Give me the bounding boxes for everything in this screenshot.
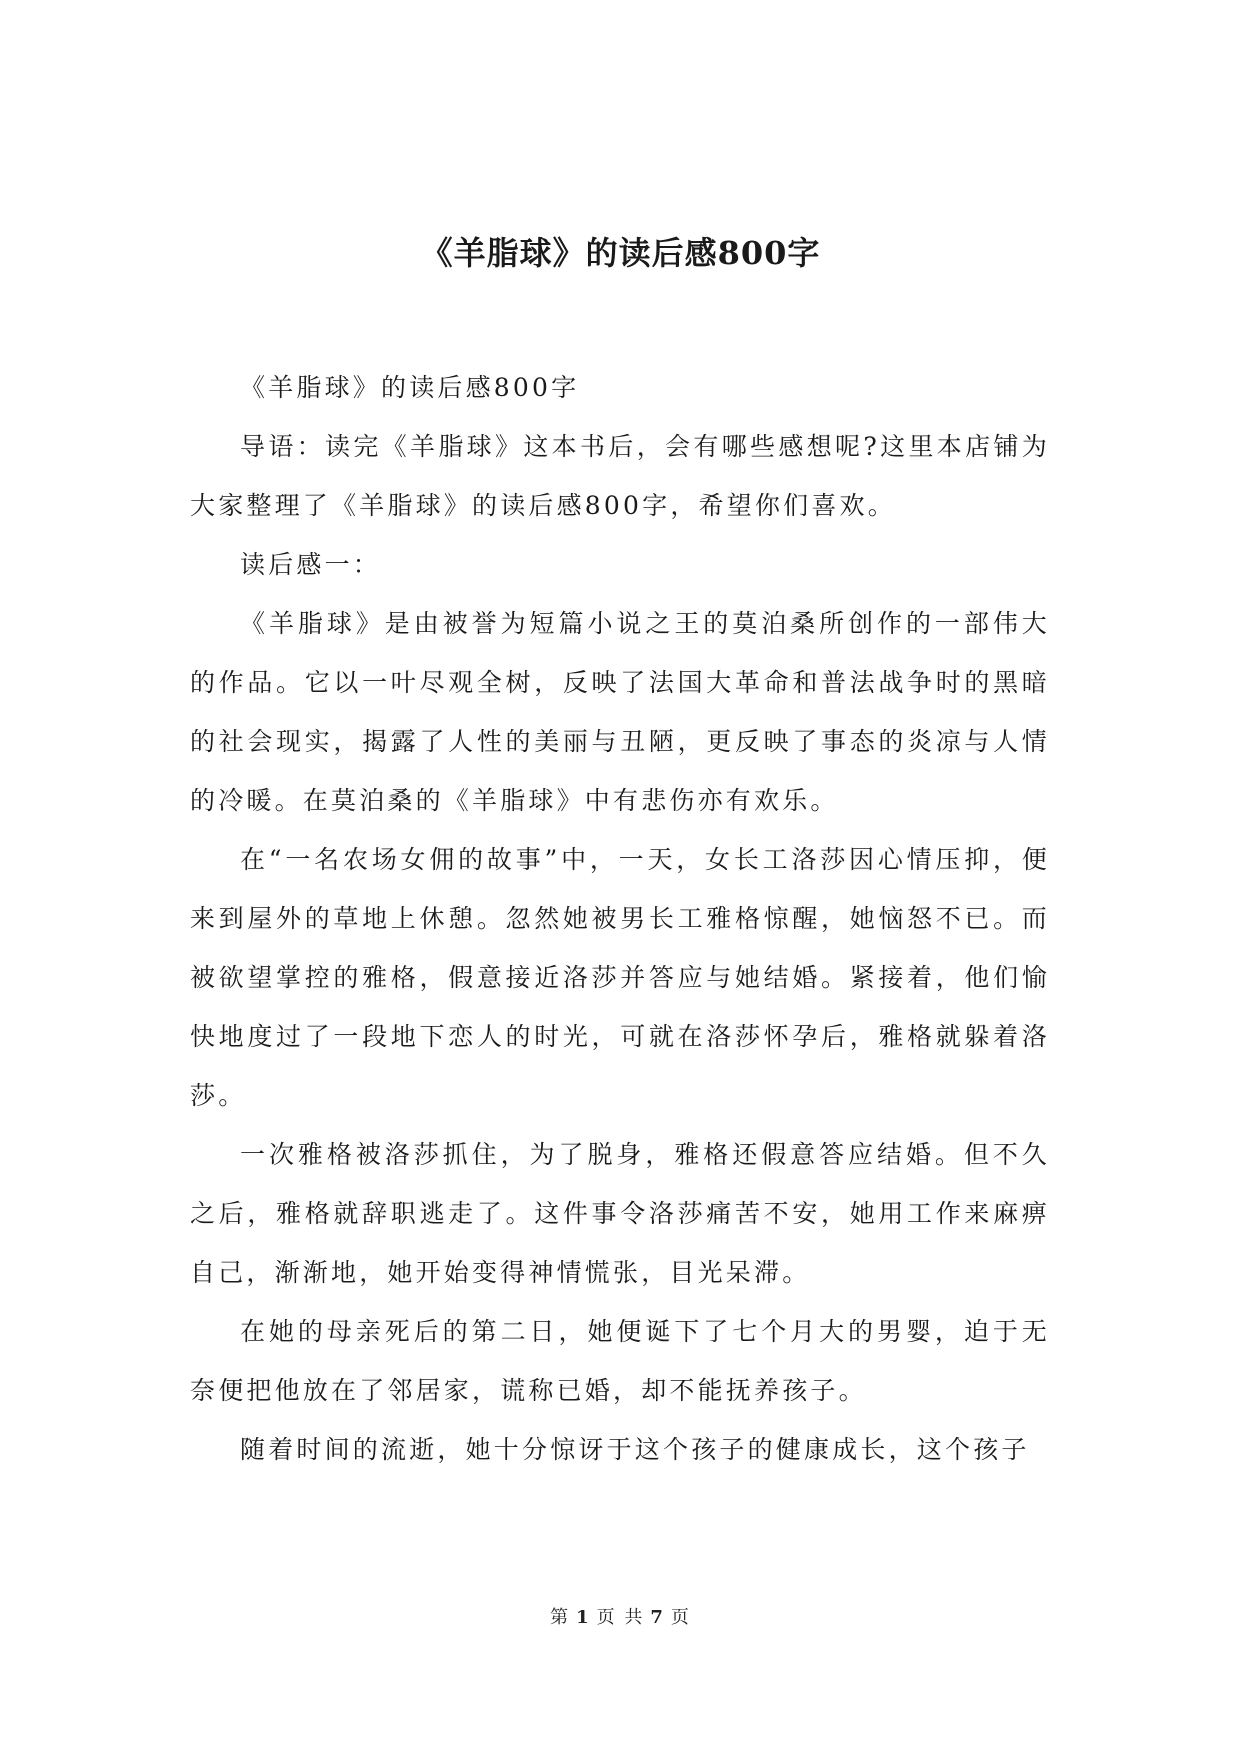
paragraph: 读后感一： [240, 550, 382, 579]
footer-prefix: 第 [550, 1607, 571, 1628]
paragraph: 在“一名农场女佣的故事”中，一天，女长工洛莎因心情压抑，便来到屋外的草地上休憩。忽然她被男长工雅格惊醒，她恼怒不已。而被欲望掌控的雅格，假意接近洛莎并答应与她结婚。紧接着，他们愉快地度过了一段地下恋人的时光，可就在洛莎怀孕后，雅格就躲着洛莎。 [190, 845, 1050, 1110]
paragraph: 《羊脂球》的读后感800字 [240, 373, 580, 402]
footer-middle: 页 共 [596, 1607, 645, 1628]
document-body [190, 358, 1050, 1479]
paragraph: 一次雅格被洛莎抓住，为了脱身，雅格还假意答应结婚。但不久之后，雅格就辞职逃走了。这件事令洛莎痛苦不安，她用工作来麻痹自己，渐渐地，她开始变得神情慌张，目光呆滞。 [190, 1140, 1050, 1287]
paragraph: 在她的母亲死后的第二日，她便诞下了七个月大的男婴，迫于无奈便把他放在了邻居家，谎称已婚，却不能抚养孩子。 [190, 1317, 1050, 1405]
total-pages-number: 7 [650, 1607, 665, 1628]
footer-suffix: 页 [670, 1607, 691, 1628]
paragraph: 导语：读完《羊脂球》这本书后，会有哪些感想呢?这里本店铺为大家整理了《羊脂球》的读后感800字，希望你们喜欢。 [190, 432, 1050, 520]
paragraph: 随着时间的流逝，她十分惊讶于这个孩子的健康成长，这个孩子 [240, 1435, 1030, 1464]
page-footer [0, 1603, 1241, 1629]
document-title: 《羊脂球》的读后感800字 [420, 234, 821, 272]
current-page-number: 1 [576, 1607, 591, 1628]
paragraph: 《羊脂球》是由被誉为短篇小说之王的莫泊桑所创作的一部伟大的作品。它以一叶尽观全树，反映了法国大革命和普法战争时的黑暗的社会现实，揭露了人性的美丽与丑陋，更反映了事态的炎凉与人情的冷暖。在莫泊桑的《羊脂球》中有悲伤亦有欢乐。 [190, 609, 1050, 815]
